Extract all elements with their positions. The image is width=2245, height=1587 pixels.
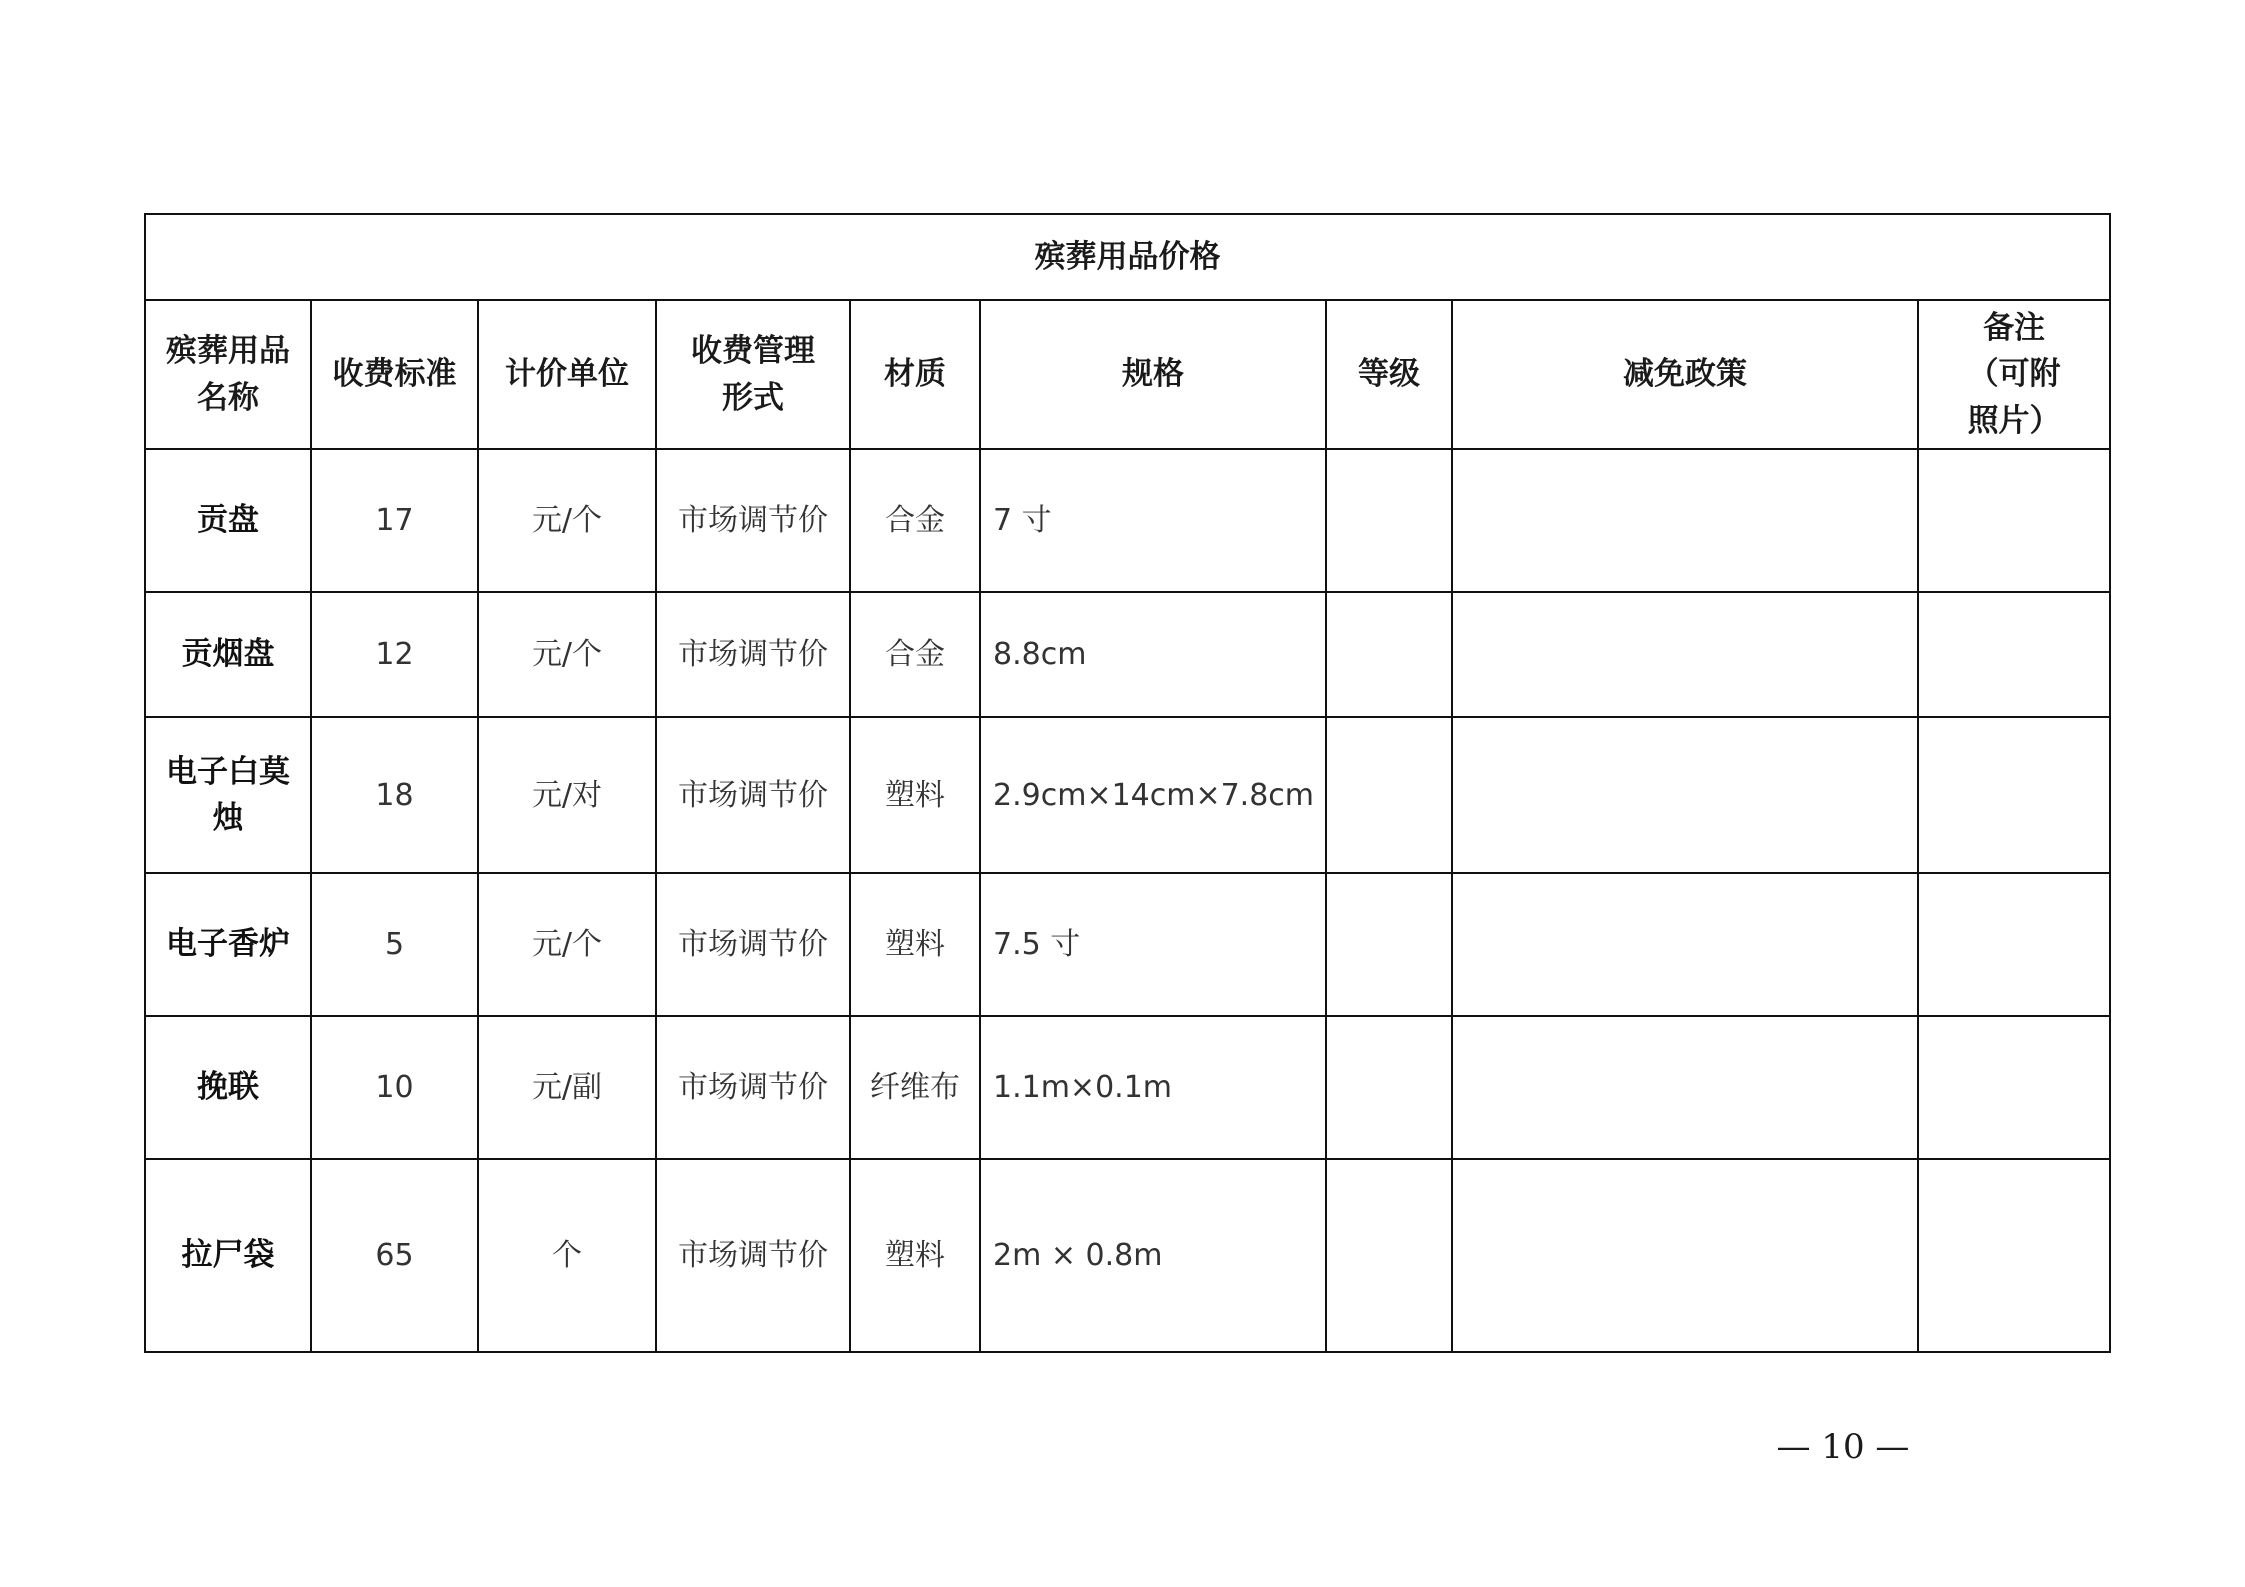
cell-grade (1326, 873, 1452, 1016)
cell-material: 合金 (850, 449, 980, 592)
cell-mgmt: 市场调节价 (656, 449, 850, 592)
cell-grade (1326, 592, 1452, 717)
cell-note (1918, 717, 2110, 873)
header-fee: 收费标准 (311, 300, 478, 449)
cell-policy (1452, 1016, 1918, 1159)
cell-fee: 65 (311, 1159, 478, 1352)
cell-policy (1452, 1159, 1918, 1352)
table-row (145, 1016, 2110, 1159)
header-name: 殡葬用品名称 (145, 300, 311, 449)
cell-mgmt: 市场调节价 (656, 1159, 850, 1352)
cell-name: 电子香炉 (145, 873, 311, 1016)
table-row (145, 592, 2110, 717)
cell-grade (1326, 449, 1452, 592)
cell-spec: 1.1m×0.1m (980, 1016, 1326, 1159)
funeral-supplies-price-table (144, 213, 2111, 1353)
cell-fee: 12 (311, 592, 478, 717)
cell-spec: 8.8cm (980, 592, 1326, 717)
cell-material: 合金 (850, 592, 980, 717)
cell-name: 拉尸袋 (145, 1159, 311, 1352)
cell-spec: 7.5 寸 (980, 873, 1326, 1016)
cell-fee: 10 (311, 1016, 478, 1159)
cell-policy (1452, 873, 1918, 1016)
cell-policy (1452, 449, 1918, 592)
cell-note (1918, 592, 2110, 717)
header-material: 材质 (850, 300, 980, 449)
header-note: 备注（可附照片） (1918, 300, 2110, 449)
table-header-row (145, 300, 2110, 449)
cell-unit: 个 (478, 1159, 656, 1352)
cell-unit: 元/个 (478, 873, 656, 1016)
header-grade: 等级 (1326, 300, 1452, 449)
cell-unit: 元/对 (478, 717, 656, 873)
cell-unit: 元/个 (478, 449, 656, 592)
table-row (145, 1159, 2110, 1352)
cell-note (1918, 449, 2110, 592)
cell-mgmt: 市场调节价 (656, 873, 850, 1016)
cell-fee: 18 (311, 717, 478, 873)
cell-unit: 元/副 (478, 1016, 656, 1159)
header-policy: 减免政策 (1452, 300, 1918, 449)
table-row (145, 449, 2110, 592)
cell-spec: 2m × 0.8m (980, 1159, 1326, 1352)
cell-material: 塑料 (850, 1159, 980, 1352)
cell-spec: 2.9cm×14cm×7.8cm (980, 717, 1326, 873)
table-title: 殡葬用品价格 (145, 214, 2110, 300)
cell-name: 贡烟盘 (145, 592, 311, 717)
cell-fee: 17 (311, 449, 478, 592)
cell-material: 塑料 (850, 873, 980, 1016)
cell-policy (1452, 717, 1918, 873)
table-row (145, 717, 2110, 873)
cell-grade (1326, 1016, 1452, 1159)
cell-mgmt: 市场调节价 (656, 717, 850, 873)
header-spec: 规格 (980, 300, 1326, 449)
cell-spec: 7 寸 (980, 449, 1326, 592)
cell-name: 电子白莫烛 (145, 717, 311, 873)
page-number: — 10 — (1776, 1427, 1910, 1467)
cell-grade (1326, 717, 1452, 873)
cell-note (1918, 873, 2110, 1016)
cell-note (1918, 1159, 2110, 1352)
cell-mgmt: 市场调节价 (656, 1016, 850, 1159)
table-title-row (145, 214, 2110, 300)
header-unit: 计价单位 (478, 300, 656, 449)
cell-material: 塑料 (850, 717, 980, 873)
table-row (145, 873, 2110, 1016)
cell-material: 纤维布 (850, 1016, 980, 1159)
cell-mgmt: 市场调节价 (656, 592, 850, 717)
cell-name: 贡盘 (145, 449, 311, 592)
cell-note (1918, 1016, 2110, 1159)
cell-fee: 5 (311, 873, 478, 1016)
cell-name: 挽联 (145, 1016, 311, 1159)
cell-policy (1452, 592, 1918, 717)
cell-grade (1326, 1159, 1452, 1352)
cell-unit: 元/个 (478, 592, 656, 717)
header-mgmt: 收费管理形式 (656, 300, 850, 449)
